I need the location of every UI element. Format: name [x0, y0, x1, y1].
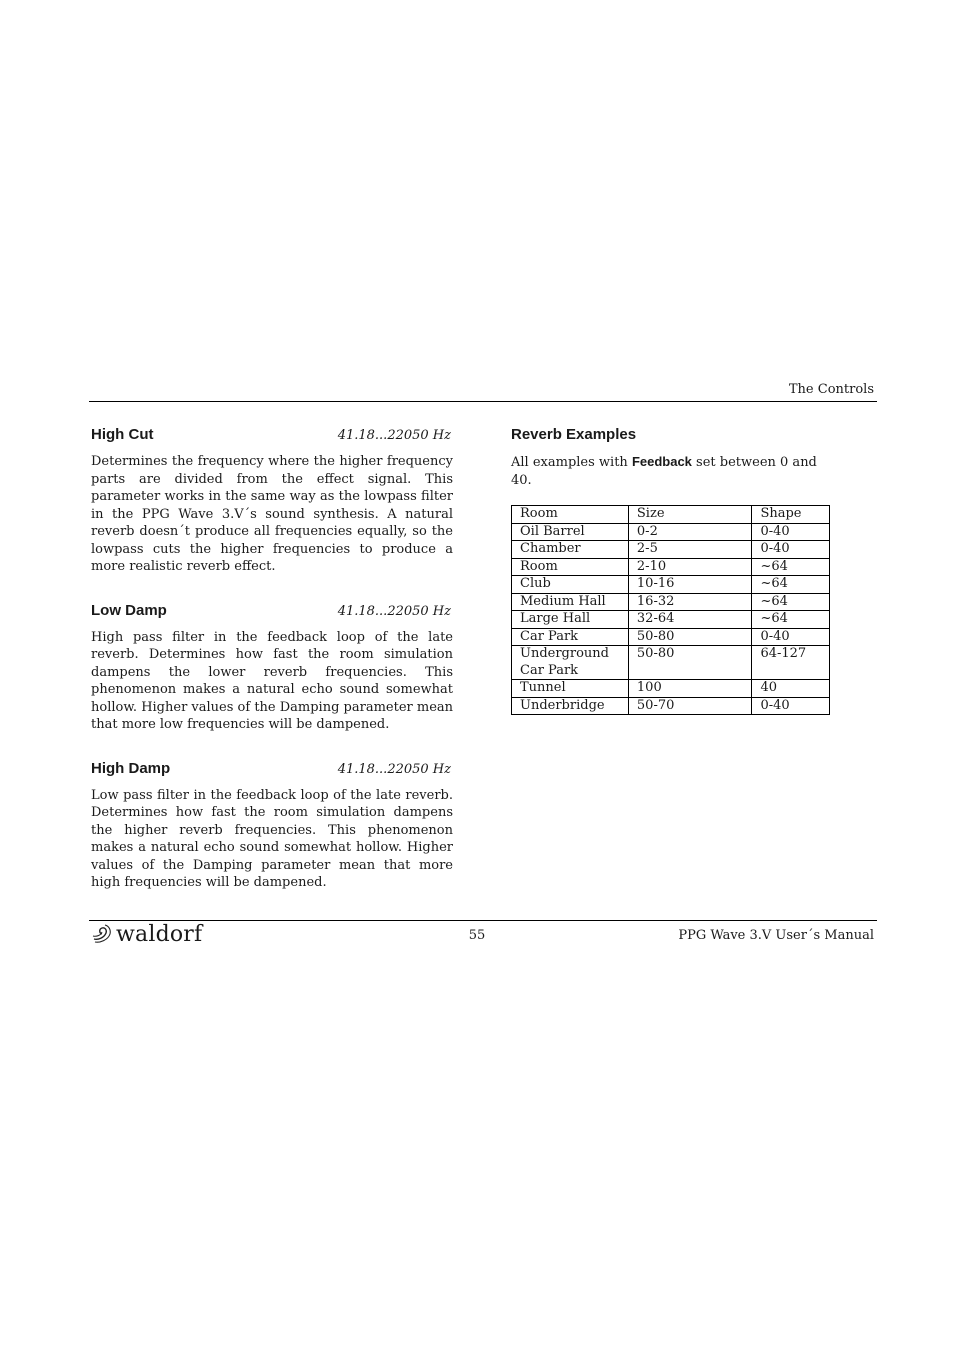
reverb-title: Reverb Examples: [511, 426, 637, 443]
table-cell: 50-70: [628, 697, 752, 715]
section-heading: [91, 602, 453, 624]
section-title: High Damp: [91, 759, 171, 777]
table-cell: Underground Car Park: [512, 646, 629, 680]
table-cell: ~64: [752, 558, 830, 576]
reverb-examples-table: [511, 505, 830, 715]
intro-text: All examples with: [511, 455, 632, 470]
section-body: Determines the frequency where the higher frequency parts are divided from the effect signal. This parameter works in the same way as the lowpass filter in the PPG Wave 3.V´s sound synthesis. A natural reverb doesn´t produce all frequencies equally, so the lowpass cuts the higher frequencies to produce a more realistic reverb effect.: [91, 454, 453, 574]
table-row: [512, 646, 830, 680]
logo-text: waldorf: [116, 921, 203, 947]
table-row: [512, 611, 830, 629]
table-cell: 0-2: [628, 523, 752, 541]
table-cell: 16-32: [628, 593, 752, 611]
manual-title: PPG Wave 3.V User´s Manual: [678, 928, 874, 943]
table-cell: Room: [512, 558, 629, 576]
table-cell: 0-40: [752, 697, 830, 715]
left-column: [91, 426, 453, 892]
section-range: 41.18...22050 Hz: [337, 761, 451, 777]
reverb-heading: [511, 426, 841, 448]
table-cell: 0-40: [752, 628, 830, 646]
table-cell: Oil Barrel: [512, 523, 629, 541]
table-cell: 2-5: [628, 541, 752, 559]
section-heading: [91, 760, 453, 782]
section-title: Low Damp: [91, 601, 167, 619]
table-row: [512, 628, 830, 646]
table-cell: 0-40: [752, 523, 830, 541]
running-head: The Controls: [788, 382, 874, 397]
table-row: [512, 680, 830, 698]
header-rule: [89, 401, 877, 402]
table-cell: 100: [628, 680, 752, 698]
table-cell: Chamber: [512, 541, 629, 559]
table-cell: Large Hall: [512, 611, 629, 629]
table-row: [512, 558, 830, 576]
table-cell: 50-80: [628, 628, 752, 646]
page-number: 55: [468, 928, 486, 943]
waldorf-swirl-icon: [92, 924, 114, 944]
waldorf-logo: [92, 922, 202, 946]
table-row: [512, 541, 830, 559]
section-high-damp: [91, 760, 453, 892]
section-low-damp: [91, 602, 453, 734]
section-body: Low pass filter in the feedback loop of the late reverb. Determines how fast the room simulation dampens the higher reverb frequencies. This phenomenon makes a natural echo sound somewhat hollow. Higher values of the Damping parameter mean that more high frequencies will be dampened.: [91, 787, 453, 890]
table-cell: Underbridge: [512, 697, 629, 715]
table-cell: Club: [512, 576, 629, 594]
table-cell: 2-10: [628, 558, 752, 576]
table-cell: 0-40: [752, 541, 830, 559]
table-cell: ~64: [752, 611, 830, 629]
right-column: [511, 426, 841, 715]
table-cell: ~64: [752, 593, 830, 611]
header-cell: Room: [512, 506, 629, 524]
section-range: 41.18...22050 Hz: [337, 428, 451, 443]
header-cell: Size: [628, 506, 752, 524]
table-row: [512, 576, 830, 594]
table-cell: 64-127: [752, 646, 830, 680]
table-cell: Medium Hall: [512, 593, 629, 611]
table-cell: Car Park: [512, 628, 629, 646]
section-title: High Cut: [91, 426, 154, 443]
table-cell: 32-64: [628, 611, 752, 629]
section-heading: [91, 426, 453, 448]
table-header-row: [512, 506, 830, 524]
table-row: [512, 593, 830, 611]
table-cell: 50-80: [628, 646, 752, 680]
intro-text-end: set between 0 and 40.: [511, 455, 817, 488]
section-high-cut: [91, 426, 453, 576]
intro-feedback-term: Feedback: [631, 454, 692, 469]
table-row: [512, 697, 830, 715]
table-cell: 40: [752, 680, 830, 698]
table-cell: ~64: [752, 576, 830, 594]
section-body: High pass filter in the feedback loop of the late reverb. Determines how fast the room simulation dampens the lower reverb frequencies. This phenomenon makes a natural echo sound somewhat hollow. Higher values of the Damping parameter mean that more low frequencies will be dampened.: [91, 629, 454, 732]
header-cell: Shape: [752, 506, 830, 524]
footer-rule: [89, 920, 877, 921]
table-cell: Tunnel: [512, 680, 629, 698]
reverb-intro: [511, 453, 841, 489]
section-range: 41.18...22050 Hz: [337, 603, 451, 619]
table-cell: 10-16: [628, 576, 752, 594]
table-row: [512, 523, 830, 541]
